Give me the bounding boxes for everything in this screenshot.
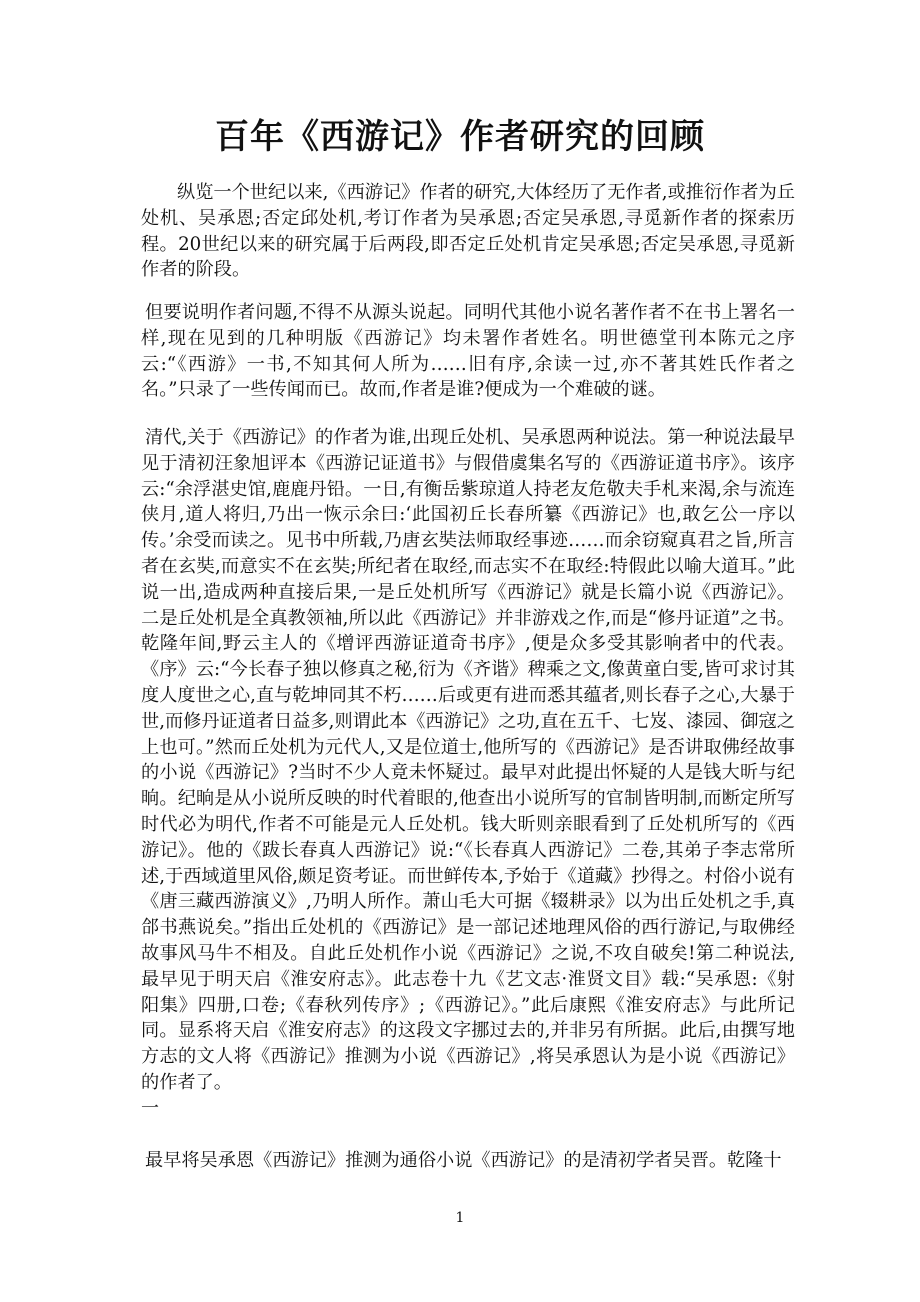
page-number: 1 [455,1210,465,1226]
paragraph-2: 但要说明作者问题,不得不从源头说起。同明代其他小说名著作者不在书上署名一样,现在见到的几种明版《西游记》均未署作者姓名。明世德堂刊本陈元之序云:“《西游》一书,不知其何人所为……旧有序,余读一过,亦不著其姓氏作者之名。”只录了一些传闻而已。故而,作者是谁?便成为一个难破的谜。 [141,302,795,401]
paragraph-4: 最早将吴承恩《西游记》推测为通俗小说《西游记》的是清初学者吴晋。乾隆十 [145,1150,782,1171]
section-number: 一 [141,1098,159,1119]
paragraph-1: 纵览一个世纪以来,《西游记》作者的研究,大体经历了无作者,或推衍作者为丘处机、吴承恩;否定邱处机,考订作者为吴承恩;否定吴承恩,寻觅新作者的探索历程。20世纪以来的研究属于后两段,即否定丘处机肯定吴承恩;否定吴承恩,寻觅新作者的阶段。 [141,182,795,281]
paragraph-3: 清代,关于《西游记》的作者为谁,出现丘处机、吴承恩两种说法。第一种说法最早见于清初汪象旭评本《西游记证道书》与假借虞集名写的《西游证道书序》。该序云:“余浮湛史馆,鹿鹿丹铅。一日,有衡岳紫琼道人持老友危敬夫手札来渴,余与流连侠月,道人将归,乃出一恢示余曰:‘此国初丘长春所纂《西游记》也,敢乞公一序以传。’余受而读之。见书中所载,乃唐玄奘法师取经事迹……而余窃窥真君之旨,所言者在玄奘,而意实不在玄奘;所纪者在取经,而志实不在取经:特假此以喻大道耳。”此说一出,造成两种直接后果,一是丘处机所写《西游记》就是长篇小说《西游记》。二是丘处机是全真教领袖,所以此《西游记》并非游戏之作,而是“修丹证道”之书。乾隆年间,野云主人的《增评西游证道奇书序》,便是众多受其影响者中的代表。《序》云:“今长春子独以修真之秘,衍为《齐谐》稗乘之文,像黄童白雯,皆可求讨其度人度世之心,直与乾坤同其不朽……后或更有进而悉其蕴者,则长春子之心,大暴于世,而修丹证道者日益多,则谓此本《西游记》之功,直在五千、七岌、漆园、御寇之上也可。”然而丘处机为元代人,又是位道士,他所写的《西游记》是否讲取佛经故事的小说《西游记》?当时不少人竟未怀疑过。最早对此提出怀疑的人是钱大昕与纪晌。纪晌是从小说所反映的时代着眼的,他查出小说所写的官制皆明制,而断定所写时代必为明代,作者不可能是元人丘处机。钱大昕则亲眼看到了丘处机所写的《西游记》。他的《跋长春真人西游记》说:“《长春真人西游记》二卷,其弟子李志常所述,于西域道里风俗,颇足资考证。而世鲜传本,予始于《道藏》抄得之。村俗小说有《唐三藏西游演义》,乃明人所作。萧山毛大可据《辍耕录》以为出丘处机之手,真郃书燕说矣。”指出丘处机的《西游记》是一部记述地理风俗的西行游记,与取佛经故事风马牛不相及。自此丘处机作小说《西游记》之说,不攻自破矣!第二种说法,最早见于明天启《淮安府志》。此志卷十九《艺文志·淮贤文目》载:“吴承恩:《射阳集》四册,口卷;《春秋列传序》;《西游记》。”此后康熙《淮安府志》与此所记同。显系将天启《淮安府志》的这段文字挪过去的,并非另有所据。此后,由撰写地方志的文人将《西游记》推测为小说《西游记》,将吴承恩认为是小说《西游记》的作者了。 [141,427,795,1093]
page-title: 百年《西游记》作者研究的回顾 [215,117,705,157]
